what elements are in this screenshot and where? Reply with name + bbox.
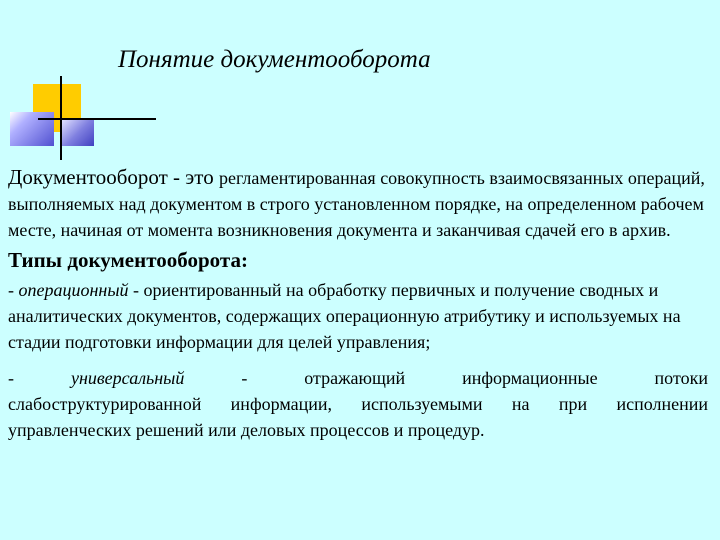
type-name: операционный	[18, 280, 129, 300]
types-heading: Типы документооборота:	[8, 248, 248, 272]
type-word: отражающий	[304, 368, 406, 388]
definition-paragraph	[8, 164, 708, 243]
type-word: потоки	[654, 368, 708, 388]
decorative-blue-small-square	[62, 120, 94, 146]
type-prefix: -	[8, 280, 19, 300]
type-word: информационные	[462, 368, 598, 388]
definition-text: регламентированная совокупность взаимосвязанных операций, выполняемых над документом в строго установленном порядке, на определенном рабочем месте, начиная от момента возникновения документа и заканчивая сдачей его в архив.	[8, 168, 705, 240]
type-text: - ориентированный на обработку первичных и получение сводных и аналитических документов, содержащих операционную атрибутику и используемых на стадии подготовки информации для целей управления;	[8, 280, 681, 352]
definition-connector: - это	[167, 165, 219, 189]
type-prefix: -	[8, 368, 14, 388]
decorative-horizontal-line	[38, 118, 156, 120]
type-name: универсальный	[70, 368, 185, 388]
definition-term: Документооборот	[8, 165, 168, 189]
type-dash: -	[241, 368, 248, 388]
type-first-line	[8, 365, 708, 391]
slide-content	[8, 164, 708, 443]
type-text: слабоструктурированной информации, используемыми на при исполнении управленческих решений или деловых процессов и процедур.	[8, 394, 708, 440]
slide-title: Понятие документооборота	[118, 46, 431, 73]
type-item-universal	[8, 365, 708, 443]
type-item-operational	[8, 277, 708, 355]
